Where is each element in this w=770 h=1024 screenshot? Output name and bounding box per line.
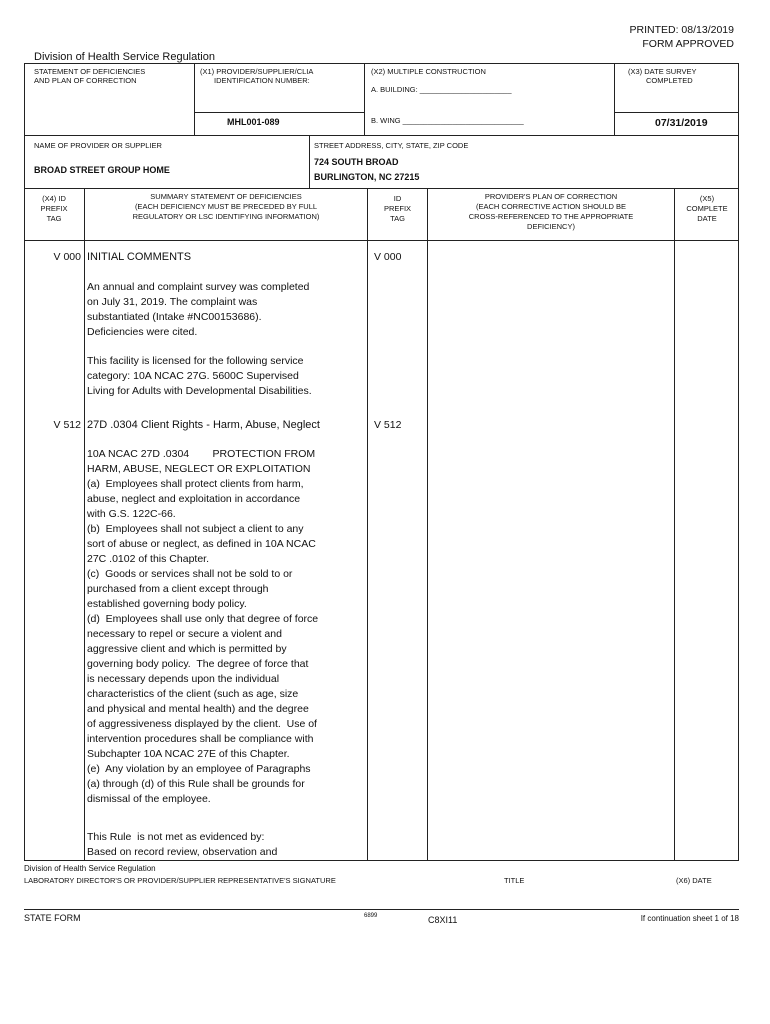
provider-id-value: MHL001-089 bbox=[227, 117, 280, 127]
id-header: ID bbox=[393, 194, 402, 203]
address-line-1: 724 SOUTH BROAD bbox=[314, 157, 399, 167]
x1-label: (X1) PROVIDER/SUPPLIER/CLIA bbox=[200, 67, 314, 76]
client-rights-title: 27D .0304 Client Rights - Harm, Abuse, Neglect bbox=[87, 419, 320, 431]
statement-label: STATEMENT OF DEFICIENCIES bbox=[34, 67, 146, 76]
survey-date-value: 07/31/2019 bbox=[655, 117, 708, 129]
title-label: TITLE bbox=[504, 876, 525, 885]
x4-header-2: PREFIX bbox=[40, 204, 68, 213]
x5-header: (X5) bbox=[699, 194, 715, 203]
tag-v512: V 512 bbox=[53, 419, 81, 431]
id-header-2: PREFIX bbox=[383, 204, 412, 213]
statement-label-2: AND PLAN OF CORRECTION bbox=[34, 76, 137, 85]
x3-label: (X3) DATE SURVEY bbox=[628, 67, 697, 76]
x3-label-2: COMPLETED bbox=[646, 76, 693, 85]
provider-label: NAME OF PROVIDER OR SUPPLIER bbox=[34, 141, 162, 150]
x2-wing: B. WING _____________________________ bbox=[371, 116, 524, 125]
x1-label-2: IDENTIFICATION NUMBER: bbox=[214, 76, 310, 85]
tag-v512-right: V 512 bbox=[374, 419, 402, 431]
continuation-sheet: If continuation sheet 1 of 18 bbox=[640, 914, 739, 923]
plan-header-2: (EACH CORRECTIVE ACTION SHOULD BE bbox=[475, 202, 627, 211]
x5-header-3: DATE bbox=[697, 214, 717, 223]
state-form: STATE FORM bbox=[24, 913, 81, 923]
summary-header-3: REGULATORY OR LSC IDENTIFYING INFORMATION) bbox=[132, 212, 320, 221]
form-approved: FORM APPROVED bbox=[642, 38, 734, 50]
address-label: STREET ADDRESS, CITY, STATE, ZIP CODE bbox=[314, 141, 469, 150]
summary-header: SUMMARY STATEMENT OF DEFICIENCIES bbox=[150, 192, 302, 201]
plan-header: PROVIDER'S PLAN OF CORRECTION bbox=[484, 192, 618, 201]
form-code: C8XI11 bbox=[428, 915, 458, 925]
x4-header: (X4) ID bbox=[42, 194, 66, 203]
x5-header-2: COMPLETE bbox=[686, 204, 728, 213]
footer-agency: Division of Health Service Regulation bbox=[24, 864, 156, 873]
tag-v000: V 000 bbox=[53, 251, 81, 263]
rule-not-met: This Rule is not met as evidenced by: Based on record review, observation and bbox=[87, 831, 278, 858]
plan-header-3: CROSS-REFERENCED TO THE APPROPRIATE bbox=[468, 212, 634, 221]
provider-name: BROAD STREET GROUP HOME bbox=[34, 165, 170, 175]
tag-v000-right: V 000 bbox=[374, 251, 402, 263]
x6-date-label: (X6) DATE bbox=[676, 876, 712, 885]
address-line-2: BURLINGTON, NC 27215 bbox=[314, 172, 420, 182]
x2-building: A. BUILDING: ______________________ bbox=[371, 85, 512, 94]
x2-label: (X2) MULTIPLE CONSTRUCTION bbox=[371, 67, 486, 76]
signature-label: LABORATORY DIRECTOR'S OR PROVIDER/SUPPLIER REPRESENTATIVE'S SIGNATURE bbox=[24, 876, 336, 885]
id-header-3: TAG bbox=[390, 214, 405, 223]
summary-header-2: (EACH DEFICIENCY MUST BE PRECEDED BY FULL bbox=[134, 202, 318, 211]
rule-text: 10A NCAC 27D .0304 PROTECTION FROM HARM, ABUSE, NEGLECT OR EXPLOITATION (a) Employees shall protect clients from harm, abuse, neglect and exploitation in accordance with G.S. 122C-66. (b) Employees shall not subject a client to any sort of abuse or neglect, as defined in 10A NCAC 27C .0102 of this Chapter. (c) Goods or services shall not be sold to or purchased from a client except through established governing body policy. (d) Employees shall use only that degree of force necessary to repel or secure a violent and aggressive client and which is permitted by governing body policy. The degree of force that is necessary depends upon the individual characteristics of the client (such as age, size and physical and mental health) and the degree of aggressiveness displayed by the client. Use of intervention procedures shall be compliance with Subchapter 10A NCAC 27E of this Chapter. (e) Any violation by an employee of Paragraphs (a) through (d) of this Rule shall be grounds for dismissal of the employee. bbox=[87, 448, 319, 805]
form-number: 6899 bbox=[364, 913, 378, 919]
survey-summary: An annual and complaint survey was completed on July 31, 2019. The complaint was substantiated (Intake #NC00153686). Deficiencies were cited. bbox=[87, 281, 310, 338]
initial-comments-title: INITIAL COMMENTS bbox=[87, 251, 192, 263]
agency-name: Division of Health Service Regulation bbox=[34, 51, 215, 63]
plan-header-4: DEFICIENCY) bbox=[527, 222, 575, 231]
facility-license: This facility is licensed for the following service category: 10A NCAC 27G. 5600C Supervised Living for Adults with Developmental Disabilities. bbox=[87, 355, 312, 397]
x4-header-3: TAG bbox=[46, 214, 62, 223]
printed-date: PRINTED: 08/13/2019 bbox=[629, 24, 734, 36]
